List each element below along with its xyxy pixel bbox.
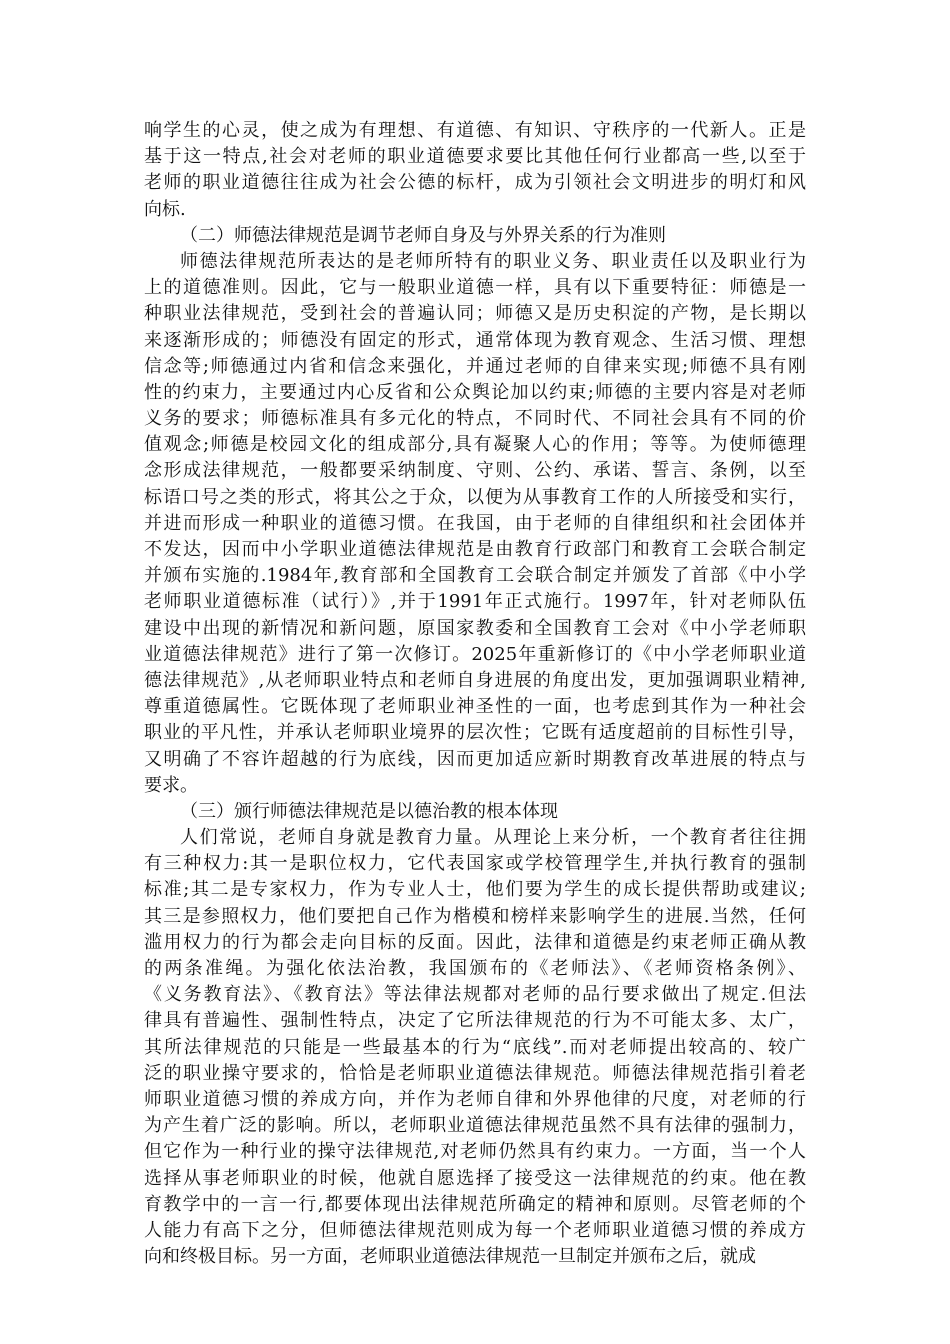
text-line: 尊重道德属性。它既体现了老师职业神圣性的一面，也考虑到其作为一种社会 <box>144 696 806 718</box>
text-line: 师德法律规范所表达的是老师所特有的职业义务、职业责任以及职业行为 <box>180 250 806 272</box>
text-line: 人能力有高下之分，但师德法律规范则成为每一个老师职业道德习惯的养成方 <box>144 1219 806 1241</box>
text-line: 泛的职业操守要求的，恰恰是老师职业道德法律规范。师德法律规范指引着老 <box>144 1062 806 1084</box>
text-line: 老师的职业道德往往成为社会公德的标杆，成为引领社会文明进步的明灯和风 <box>144 172 806 194</box>
text-line: 人们常说，老师自身就是教育力量。从理论上来分析，一个教育者往往拥 <box>180 827 806 849</box>
text-line: 业道德法律规范》进行了第一次修订。2025年重新修订的《中小学老师职业道 <box>144 643 806 665</box>
text-line: 德法律规范》,从老师职业特点和老师自身进展的角度出发，更加强调职业精神, <box>144 669 806 691</box>
text-line: 律具有普遍性、强制性特点，决定了它所法律规范的行为不可能太多、太广， <box>144 1010 806 1032</box>
text-line: 念形成法律规范，一般都要采纳制度、守则、公约、承诺、誓言、条例，以至 <box>144 460 806 482</box>
text-line: 响学生的心灵，使之成为有理想、有道德、有知识、守秩序的一代新人。正是 <box>144 120 806 141</box>
text-line: 并进而形成一种职业的道德习惯。在我国，由于老师的自律组织和社会团体并 <box>144 512 806 534</box>
text-line: 老师职业道德标准（试行）》,并于1991年正式施行。1997年，针对老师队伍 <box>144 591 806 613</box>
text-line: 的两条准绳。为强化依法治教，我国颁布的《老师法》、《老师资格条例》、 <box>144 958 806 979</box>
text-line: 又明确了不容许超越的行为底线，因而更加适应新时期教育改革进展的特点与 <box>144 748 806 770</box>
text-line: 职业的平凡性，并承认老师职业境界的层次性；它既有适度超前的目标性引导， <box>144 722 806 744</box>
paragraph <box>144 249 806 799</box>
text-line: 种职业法律规范，受到社会的普遍认同；师德又是历史积淀的产物，是长期以 <box>144 303 806 325</box>
text-line: 信念等;师德通过内省和信念来强化，并通过老师的自律来实现;师德不具有刚 <box>144 355 806 377</box>
text-line: 向标. <box>144 198 186 220</box>
text-line: 来逐渐形成的；师德没有固定的形式，通常体现为教育观念、生活习惯、理想 <box>144 329 806 351</box>
text-line: 其所法律规范的只能是一些最基本的行为“底线”.而对老师提出较高的、较广 <box>144 1036 806 1058</box>
text-line: 有三种权力:其一是职位权力，它代表国家或学校管理学生,并执行教育的强制 <box>144 853 806 875</box>
text-line: 滥用权力的行为都会走向目标的反面。因此，法律和道德是约束老师正确从教 <box>144 931 806 953</box>
text-line: 其三是参照权力，他们要把自己作为楷模和榜样来影响学生的进展.当然，任何 <box>144 905 806 927</box>
text-line: 不发达，因而中小学职业道德法律规范是由教育行政部门和教育工会联合制定 <box>144 539 806 560</box>
text-line: 上的道德准则。因此，它与一般职业道德一样，具有以下重要特征：师德是一 <box>144 277 806 299</box>
text-line: 《义务教育法》、《教育法》等法律法规都对老师的品行要求做出了规定.但法 <box>144 984 806 1006</box>
text-line: 标准;其二是专家权力，作为专业人士，他们要为学生的成长提供帮助或建议; <box>144 879 806 901</box>
text-line: 要求。 <box>144 774 198 796</box>
text-line: 向和终极目标。另一方面，老师职业道德法律规范一旦制定并颁布之后，就成 <box>144 1246 756 1268</box>
text-line: 标语口号之类的形式，将其公之于众，以便为从事教育工作的人所接受和实行， <box>144 486 806 508</box>
text-line: 并颁布实施的.1984年,教育部和全国教育工会联合制定并颁发了首部《中小学 <box>144 565 806 587</box>
text-line: 值观念;师德是校园文化的组成部分,具有凝聚人心的作用；等等。为使师德理 <box>144 434 806 456</box>
paragraph <box>144 825 806 1270</box>
section-heading <box>144 223 806 249</box>
heading-text: （三）颁行师德法律规范是以德治教的根本体现 <box>180 800 558 822</box>
heading-text: （二）师德法律规范是调节老师自身及与外界关系的行为准则 <box>180 224 666 246</box>
text-line: 性的约束力，主要通过内心反省和公众舆论加以约束;师德的主要内容是对老师 <box>144 381 806 403</box>
text-line: 但它作为一种行业的操守法律规范,对老师仍然具有约束力。一方面，当一个人 <box>144 1141 806 1163</box>
text-line: 义务的要求；师德标准具有多元化的特点，不同时代、不同社会具有不同的价 <box>144 408 806 430</box>
text-line: 师职业道德习惯的养成方向，并作为老师自律和外界他律的尺度，对老师的行 <box>144 1088 806 1110</box>
text-line: 基于这一特点,社会对老师的职业道德要求要比其他任何行业都高一些,以至于 <box>144 146 806 168</box>
text-line: 建设中出现的新情况和新问题，原国家教委和全国教育工会对《中小学老师职 <box>144 617 806 639</box>
section-heading <box>144 799 806 825</box>
text-line: 选择从事老师职业的时候，他就自愿选择了接受这一法律规范的约束。他在教 <box>144 1167 806 1189</box>
document-body <box>144 118 806 1270</box>
text-line: 育教学中的一言一行,都要体现出法律规范所确定的精神和原则。尽管老师的个 <box>144 1193 806 1215</box>
paragraph <box>144 118 806 223</box>
text-line: 为产生着广泛的影响。所以，老师职业道德法律规范虽然不具有法律的强制力， <box>144 1115 806 1137</box>
